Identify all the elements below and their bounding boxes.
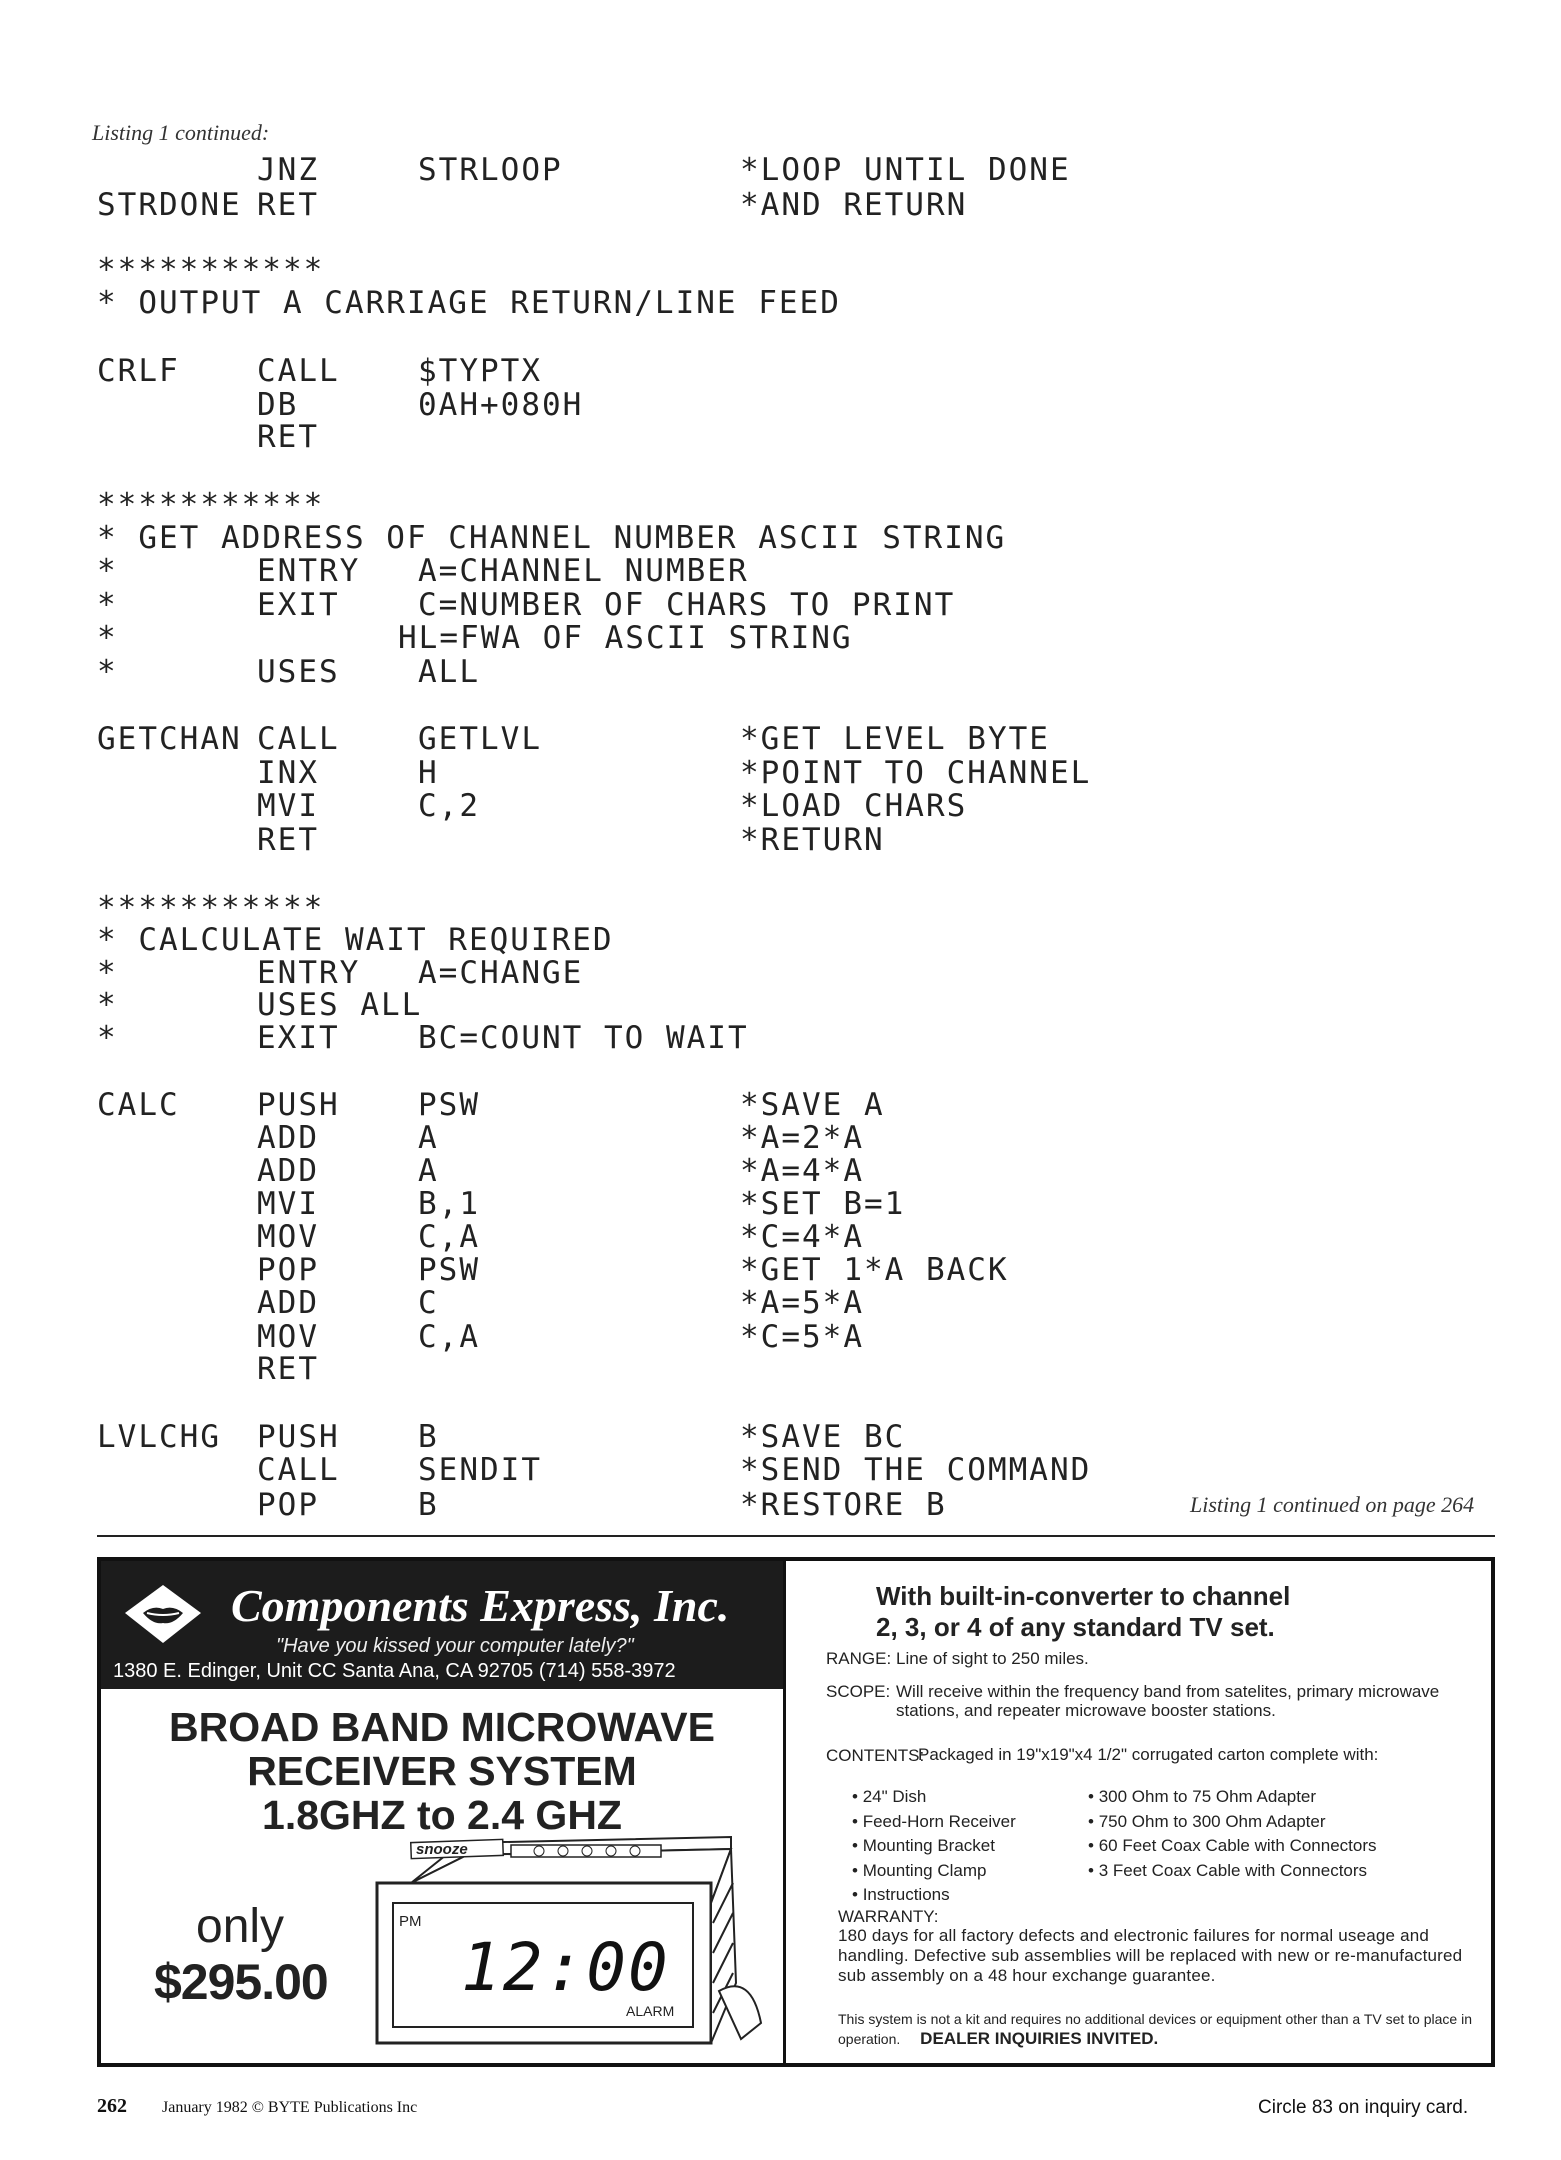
code-op: ADD	[257, 1285, 319, 1321]
ad-company-banner	[101, 1561, 783, 1689]
contents-item-label: 750 Ohm to 300 Ohm Adapter	[1098, 1811, 1326, 1831]
code-arg: B,1	[418, 1186, 480, 1222]
contents-item	[852, 1812, 1102, 1837]
code-comment: *SAVE A	[740, 1087, 885, 1123]
clock-snooze-label: snooze	[416, 1841, 468, 1858]
code-arg: B	[418, 1419, 439, 1455]
code-op: DB	[257, 387, 299, 423]
code-comment: *C=5*A	[740, 1319, 864, 1355]
warranty-text: 180 days for all factory defects and electronic failures for normal useage and handling. Defective sub assemblies will be replaced with new or re-manufactured sub assembly on a 48 hour exchange guarantee.	[838, 1926, 1463, 1985]
code-op: USES ALL	[257, 987, 423, 1023]
scope-label: SCOPE:	[826, 1682, 891, 1701]
scope-text: Will receive within the frequency band from satelites, primary microwave stations, and repeater microwave booster stations.	[896, 1682, 1440, 1720]
fine-print	[838, 2010, 1478, 2049]
contents-item-label: Feed-Horn Receiver	[862, 1811, 1016, 1831]
contents-item-label: Instructions	[862, 1885, 950, 1904]
ad-headline-1: BROAD BAND MICROWAVE	[169, 1704, 715, 1750]
contents-list-right	[1088, 1787, 1478, 1885]
bullet-icon: •	[852, 1860, 863, 1880]
ad-left-panel	[101, 1561, 783, 2063]
code-label: *	[97, 955, 118, 991]
code-arg: GETLVL	[418, 721, 542, 757]
code-arg: ALL	[418, 654, 480, 690]
code-label: CRLF	[97, 353, 180, 389]
ad-right-panel	[786, 1561, 1491, 2063]
code-arg: C,2	[418, 788, 480, 824]
code-full: * OUTPUT A CARRIAGE RETURN/LINE FEED	[97, 285, 841, 321]
code-comment: *POINT TO CHANNEL	[740, 755, 1092, 791]
code-arg: SENDIT	[418, 1452, 542, 1488]
code-arg: PSW	[418, 1252, 480, 1288]
code-op: MVI	[257, 1186, 319, 1222]
code-arg: A	[418, 1153, 439, 1189]
code-op: ADD	[257, 1120, 319, 1156]
code-arg: $TYPTX	[418, 353, 542, 389]
code-op: USES	[257, 654, 340, 690]
code-comment: *C=4*A	[740, 1219, 864, 1255]
clock-time[interactable]: 12:00	[461, 1929, 670, 2006]
code-comment: *A=4*A	[740, 1153, 864, 1189]
code-comment: *LOAD CHARS	[740, 788, 968, 824]
page-number: 262	[97, 2095, 127, 2117]
code-label: LVLCHG	[97, 1419, 221, 1455]
contents-item-label: 300 Ohm to 75 Ohm Adapter	[1098, 1787, 1317, 1806]
fine-print-text: This system is not a kit and requires no additional devices or equipment other than a TV set to place in operation.	[838, 2011, 1472, 2047]
range-text: Line of sight to 250 miles.	[896, 1649, 1089, 1668]
contents-item	[1088, 1836, 1478, 1861]
code-label: *	[97, 553, 118, 589]
code-arg: BC=COUNT TO WAIT	[418, 1020, 749, 1056]
code-comment: *GET 1*A BACK	[740, 1252, 1009, 1288]
bullet-icon: •	[1088, 1811, 1099, 1831]
code-label: *	[97, 987, 118, 1023]
contents-item	[852, 1861, 1102, 1886]
company-address: 1380 E. Edinger, Unit CC Santa Ana, CA 92705 (714) 558-3972	[113, 1660, 676, 1682]
contents-item	[852, 1836, 1102, 1861]
code-label: *	[97, 620, 118, 656]
code-label: CALC	[97, 1087, 180, 1123]
code-comment: *A=2*A	[740, 1120, 864, 1156]
code-arg: C,A	[418, 1219, 480, 1255]
code-comment: *AND RETURN	[740, 187, 968, 223]
code-op: EXIT	[257, 587, 340, 623]
company-name: Components Express, Inc.	[231, 1580, 730, 1631]
code-arg: STRLOOP	[418, 152, 563, 188]
code-comment: *LOOP UNTIL DONE	[740, 152, 1071, 188]
code-op: JNZ	[257, 152, 319, 188]
code-comment: *RESTORE B	[740, 1487, 947, 1523]
code-arg: B	[418, 1487, 439, 1523]
code-full: ***********	[97, 890, 325, 926]
code-op: EXIT	[257, 1020, 340, 1056]
code-arg: C=NUMBER OF CHARS TO PRINT	[418, 587, 956, 623]
price-prefix: only	[196, 1900, 285, 1953]
code-op: CALL	[257, 353, 340, 389]
code-full: ***********	[97, 252, 325, 288]
code-op: RET	[257, 1351, 319, 1387]
code-label: STRDONE	[97, 187, 242, 223]
code-comment: *SAVE BC	[740, 1419, 906, 1455]
code-op: PUSH	[257, 1419, 340, 1455]
code-full: * GET ADDRESS OF CHANNEL NUMBER ASCII STRING	[97, 520, 1007, 556]
contents-item-label: 3 Feet Coax Cable with Connectors	[1098, 1860, 1368, 1880]
advertisement	[97, 1557, 1495, 2067]
code-op: ENTRY	[257, 955, 361, 991]
lips-logo-icon	[121, 1579, 205, 1649]
code-op: PUSH	[257, 1087, 340, 1123]
ad-headline-3: 1.8GHZ to 2.4 GHZ	[262, 1792, 622, 1838]
bullet-icon: •	[1088, 1860, 1099, 1880]
code-full: * CALCULATE WAIT REQUIRED	[97, 922, 614, 958]
company-slogan: "Have you kissed your computer lately?"	[276, 1635, 634, 1657]
bullet-icon: •	[1088, 1836, 1099, 1855]
code-comment: *SEND THE COMMAND	[740, 1452, 1092, 1488]
code-op: CALL	[257, 1452, 340, 1488]
price: $295.00	[154, 1954, 328, 2010]
contents-item	[1088, 1787, 1478, 1812]
clock-alarm-label: ALARM	[626, 2003, 675, 2019]
code-arg: H	[418, 755, 439, 791]
contents-list-left	[852, 1787, 1102, 1910]
code-arg: A	[418, 1120, 439, 1156]
bullet-icon: •	[852, 1836, 863, 1855]
contents-item-label: Mounting Clamp	[862, 1860, 987, 1880]
listing-continued-note: Listing 1 continued on page 264	[1190, 1492, 1475, 1517]
contents-item	[852, 1885, 1102, 1910]
code-label: *	[97, 654, 118, 690]
code-label: *	[97, 587, 118, 623]
contents-text: Packaged in 19"x19"x4 1/2" corrugated carton complete with:	[918, 1745, 1379, 1764]
code-label: GETCHAN	[97, 721, 242, 757]
section-divider	[97, 1535, 1495, 1537]
code-op: MOV	[257, 1219, 319, 1255]
code-op: RET	[257, 187, 319, 223]
code-op: POP	[257, 1487, 319, 1523]
code-op: RET	[257, 822, 319, 858]
contents-item-label: Mounting Bracket	[862, 1836, 995, 1855]
code-arg: C,A	[418, 1319, 480, 1355]
code-op: CALL	[257, 721, 340, 757]
code-arg: A=CHANGE	[418, 955, 584, 991]
code-comment: *SET B=1	[740, 1186, 906, 1222]
code-comment: *GET LEVEL BYTE	[740, 721, 1050, 757]
ad-headline-2: RECEIVER SYSTEM	[247, 1748, 637, 1794]
listing-header: Listing 1 continued:	[92, 120, 270, 145]
contents-item-label: 24" Dish	[862, 1787, 927, 1806]
code-label: *	[97, 1020, 118, 1056]
dealer-inquiries: DEALER INQUIRIES INVITED.	[920, 2029, 1159, 2048]
code-op: RET	[257, 419, 319, 455]
issue-info: January 1982 © BYTE Publications Inc	[162, 2099, 418, 2116]
code-op: INX	[257, 755, 319, 791]
code-op: MOV	[257, 1319, 319, 1355]
inquiry-card-note: Circle 83 on inquiry card.	[1258, 2097, 1469, 2118]
code-arg: HL=FWA OF ASCII STRING	[398, 620, 853, 656]
clock-pm-label: PM	[399, 1913, 422, 1930]
code-arg: PSW	[418, 1087, 480, 1123]
code-op: MVI	[257, 788, 319, 824]
contents-item-label: 60 Feet Coax Cable with Connectors	[1098, 1836, 1377, 1855]
bullet-icon: •	[852, 1885, 863, 1904]
warranty-label: WARRANTY:	[838, 1907, 939, 1926]
code-comment: *A=5*A	[740, 1285, 864, 1321]
bullet-icon: •	[852, 1787, 863, 1806]
ad-right-title-2: 2, 3, or 4 of any standard TV set.	[876, 1612, 1275, 1642]
contents-item	[1088, 1861, 1478, 1886]
contents-item	[852, 1787, 1102, 1812]
ad-right-title-1: With built-in-converter to channel	[876, 1581, 1291, 1611]
code-full: ***********	[97, 487, 325, 523]
code-arg: 0AH+080H	[418, 387, 584, 423]
code-op: ENTRY	[257, 553, 361, 589]
bullet-icon: •	[852, 1811, 863, 1831]
code-arg: C	[418, 1285, 439, 1321]
range-label: RANGE:	[826, 1649, 892, 1668]
code-comment: *RETURN	[740, 822, 885, 858]
code-op: ADD	[257, 1153, 319, 1189]
contents-label: CONTENTS:	[826, 1746, 925, 1765]
bullet-icon: •	[1088, 1787, 1099, 1806]
contents-item	[1088, 1812, 1478, 1837]
code-op: POP	[257, 1252, 319, 1288]
code-arg: A=CHANNEL NUMBER	[418, 553, 749, 589]
